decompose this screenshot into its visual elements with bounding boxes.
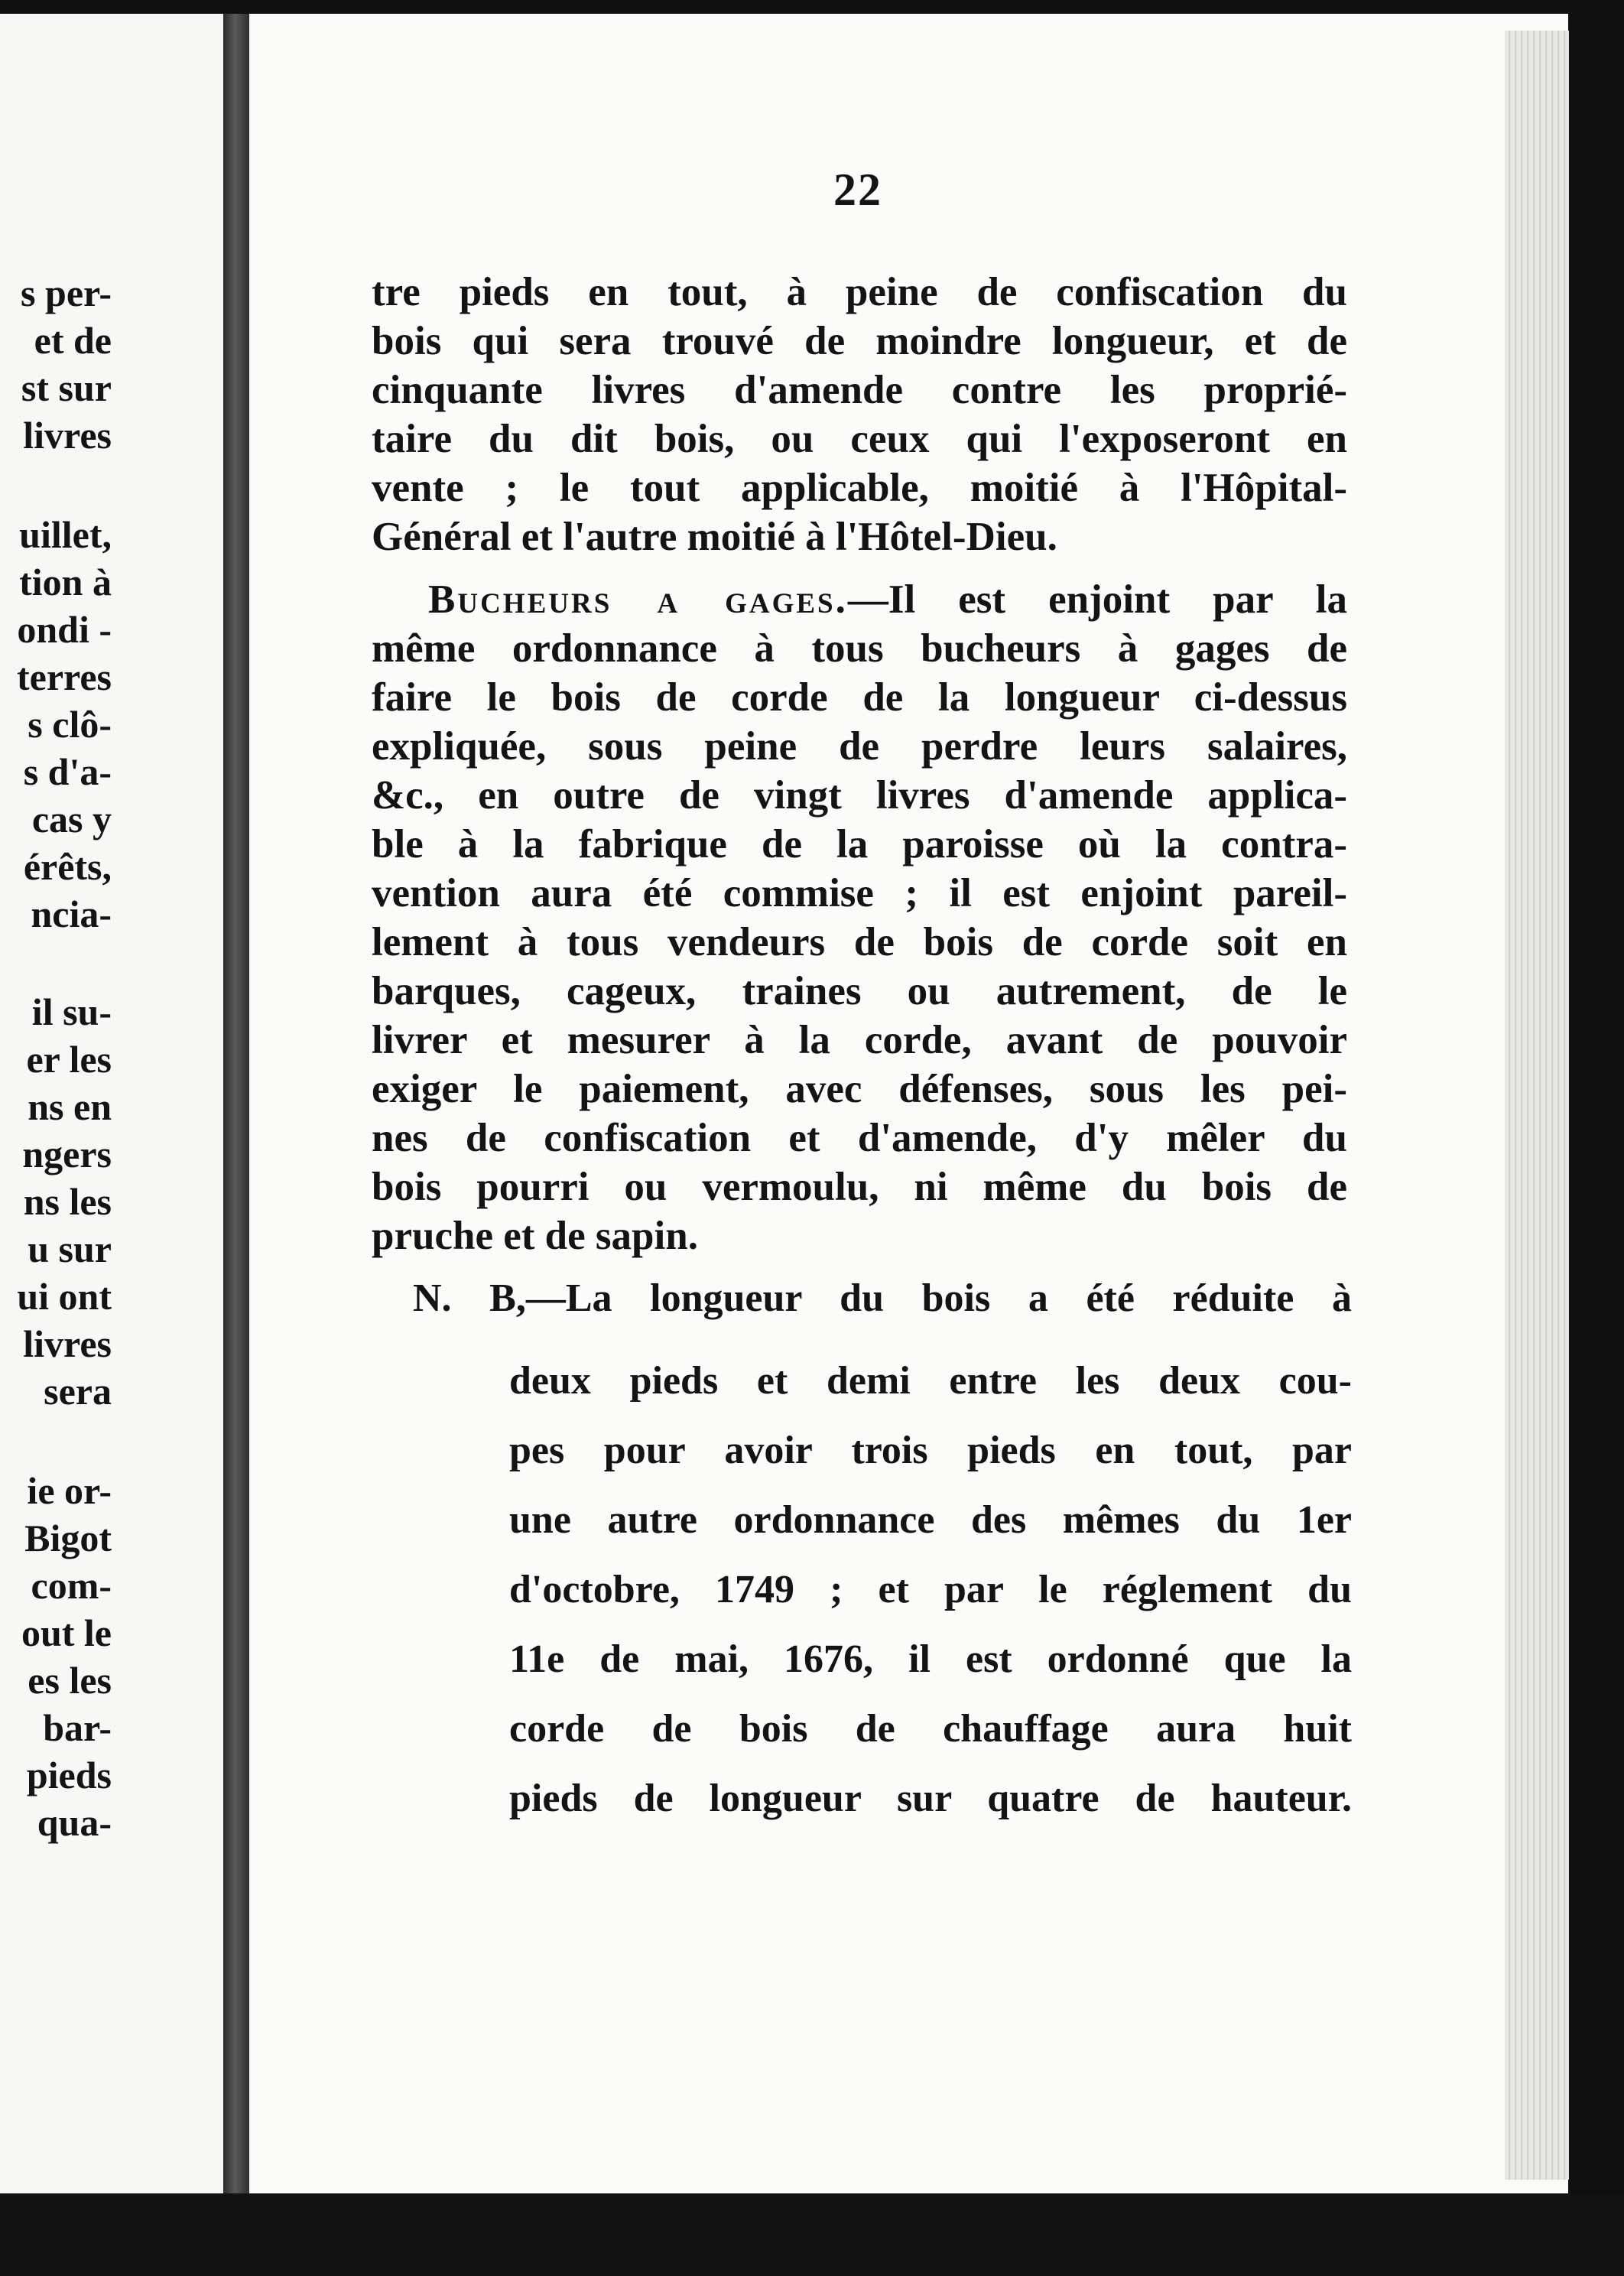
text-line: une autre ordonnance des mêmes du 1er [509,1498,1352,1542]
left-page-line: pieds [26,1754,112,1796]
nota-bene [413,1276,1352,1833]
left-page-line: qua- [37,1801,112,1844]
book-gutter [223,14,249,2193]
bottom-shadow [0,2193,1624,2276]
text-line: d'octobre, 1749 ; et par le réglement du [509,1568,1352,1611]
left-page-line: s d'a- [23,750,112,793]
text-line: même ordonnance à tous bucheurs à gages de [372,626,1347,671]
text-line: Général et l'autre moitié à l'Hôtel-Dieu. [372,515,1057,559]
left-page-line: livres [23,414,112,457]
text-line: tre pieds en tout, à peine de confiscation du [372,270,1347,314]
left-page-line: tion à [19,561,112,603]
left-page-line: u sur [28,1227,112,1270]
text-line: pieds de longueur sur quatre de hauteur. [509,1777,1352,1820]
left-page-line: uillet, [19,513,112,556]
left-page-line: ncia- [31,893,112,935]
text-line: bois pourri ou vermoulu, ni même du bois de [372,1165,1347,1209]
paragraph-2 [372,575,1347,1260]
text-line: deux pieds et demi entre les deux cou- [509,1359,1352,1403]
left-page-line: ns les [23,1180,112,1223]
text-line: taire du dit bois, ou ceux qui l'exposeront en [372,417,1347,461]
left-page-line: er les [26,1038,112,1081]
text-line: faire le bois de corde de la longueur ci-dessus [372,675,1347,720]
left-page-line: Bigot [24,1517,112,1559]
text-line: exiger le paiement, avec défenses, sous les pei- [372,1067,1347,1111]
text-line: vente ; le tout applicable, moitié à l'Hôpital- [372,466,1347,510]
text-line: expliquée, sous peine de perdre leurs salaires, [372,724,1347,769]
text-line: bois qui sera trouvé de moindre longueur, et de [372,319,1347,363]
paragraph-1 [372,268,1347,561]
left-page-line: terres [17,655,112,698]
left-page-line: ngers [22,1133,112,1175]
page-edges [1505,31,1569,2180]
text-line: pruche et de sapin. [372,1214,698,1258]
left-page-line: bar- [43,1706,112,1749]
text-line: livrer et mesurer à la corde, avant de pouvoir [372,1018,1347,1062]
text-fragment: —Il est enjoint par la [847,577,1347,622]
left-page-line: ie or- [27,1469,112,1512]
text-line: nes de confiscation et d'amende, d'y mêler du [372,1116,1347,1160]
nota-bene-body [509,1346,1352,1833]
left-page-line: out le [21,1611,112,1654]
text-line: cinquante livres d'amende contre les proprié- [372,368,1347,412]
text-line: 11e de mai, 1676, il est ordonné que la [509,1637,1352,1681]
nota-bene-heading: N. B,—La longueur du bois a été réduite à [413,1276,1352,1320]
left-page-line: s clô- [28,703,112,746]
left-page-line: com- [31,1564,112,1607]
left-page-line: il su- [31,990,112,1033]
left-page-line: ondi - [17,608,112,651]
text-line: pes pour avoir trois pieds en tout, par [509,1429,1352,1472]
left-page-line: s per- [21,271,112,314]
text-line: lement à tous vendeurs de bois de corde soit en [372,920,1347,964]
page-number: 22 [833,164,882,215]
left-page-line: livres [23,1322,112,1365]
text-line: corde de bois de chauffage aura huit [509,1707,1352,1751]
left-page [0,14,223,2193]
left-page-line: et de [34,319,112,362]
left-page-line: es les [28,1659,112,1702]
left-page-line: ui ont [17,1275,112,1318]
text-line: barques, cageux, traines ou autrement, de le [372,969,1347,1013]
left-page-line: st sur [21,366,112,409]
text-line: &c., en outre de vingt livres d'amende applica- [372,773,1347,818]
text-line: vention aura été commise ; il est enjoint pareil- [372,871,1347,915]
text-line [372,575,1347,624]
text-line: ble à la fabrique de la paroisse où la contra- [372,822,1347,867]
left-page-line: cas y [31,798,112,840]
section-heading: Bucheurs a gages. [428,577,848,622]
left-page-line: ns en [28,1085,112,1128]
left-page-line: sera [44,1370,112,1413]
left-page-line: érêts, [23,845,112,888]
